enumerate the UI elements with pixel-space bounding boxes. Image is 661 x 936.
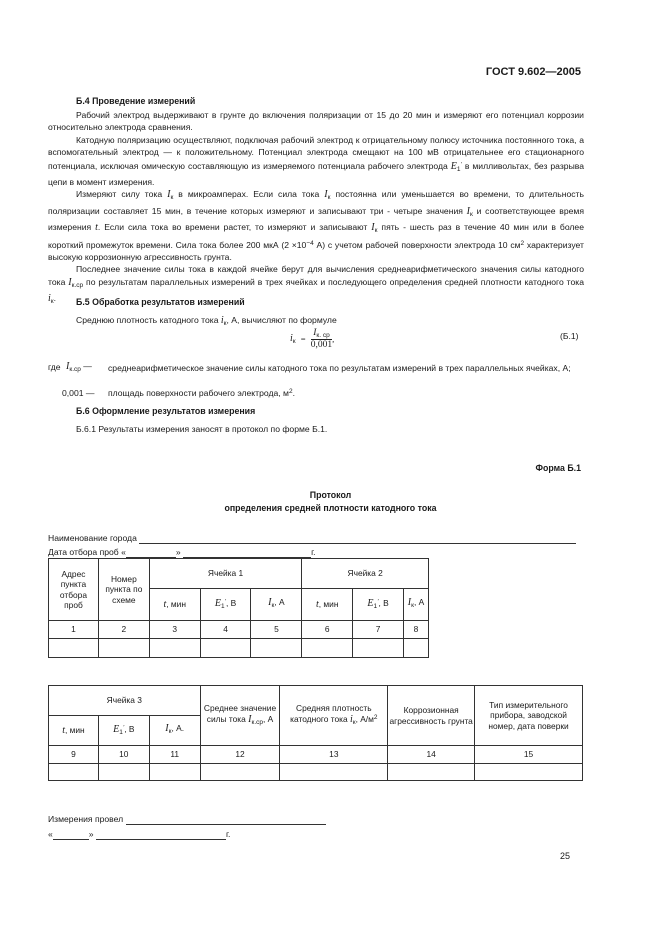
protocol-table-1 (48, 558, 429, 658)
col-cell-2: Ячейка 2 (302, 559, 429, 589)
table-cell[interactable] (98, 639, 149, 658)
table-cell[interactable] (353, 639, 404, 658)
col-e-1: $E_1'$, В (200, 589, 251, 621)
table-cell[interactable] (388, 764, 475, 781)
col-num: 15 (475, 746, 583, 764)
table-cell[interactable] (149, 639, 200, 658)
col-i-2: $I_к$, А (404, 589, 429, 621)
protocol-subtitle: определения средней плотности катодного тока (224, 503, 437, 513)
col-num: 13 (280, 746, 388, 764)
col-i-3: $I_к$, А. (149, 716, 200, 746)
col-cell-1: Ячейка 1 (149, 559, 302, 589)
table-cell[interactable] (404, 639, 429, 658)
col-num: 9 (49, 746, 99, 764)
col-num: 1 (49, 621, 99, 639)
date-day-line[interactable] (126, 547, 176, 558)
col-num: 10 (98, 746, 149, 764)
col-num: 14 (388, 746, 475, 764)
formula-number: (Б.1) (560, 331, 579, 341)
col-num: 5 (251, 621, 302, 639)
table-cell[interactable] (251, 639, 302, 658)
protocol-title: Протокол (309, 490, 352, 500)
formula-fraction: $\frac{I_{к. ср}}{0,001}$ (310, 328, 333, 350)
col-t-1: t, мин (149, 589, 200, 621)
b5-intro: Среднюю плотность катодного тока $i_к$, А, вычисляют по формуле (76, 315, 337, 327)
col-e-2: $E_1'$, В (353, 589, 404, 621)
col-i-1: $I_к$, А (251, 589, 302, 621)
col-num: 7 (353, 621, 404, 639)
measured-by-line[interactable] (126, 814, 326, 825)
footer-date-field: « » г. (48, 829, 231, 839)
section-b6-title: Б.6 Оформление результатов измерения (76, 406, 256, 416)
city-field: Наименование города (48, 533, 576, 544)
city-line[interactable] (139, 533, 576, 544)
date-month-line[interactable] (183, 547, 311, 558)
form-label: Форма Б.1 (535, 463, 581, 473)
section-b5-title: Б.5 Обработка результатов измерений (76, 297, 245, 307)
col-num: 2 (98, 621, 149, 639)
col-cell-3: Ячейка 3 (49, 686, 201, 716)
table-cell[interactable] (475, 764, 583, 781)
footer-date-day-line[interactable] (53, 829, 89, 840)
protocol-table-2 (48, 685, 583, 781)
table-cell[interactable] (302, 639, 353, 658)
document-header: ГОСТ 9.602—2005 (485, 66, 581, 78)
section-b4-body (48, 109, 584, 309)
def2-symbol: 0,001 — (62, 388, 95, 398)
col-num: 4 (200, 621, 251, 639)
col-num: 12 (200, 746, 280, 764)
col-num: 11 (149, 746, 200, 764)
col-average-current: Среднее значение силы тока $I_{к.ср}$, А (200, 686, 280, 746)
col-address: Адрес пункта отбора проб (49, 559, 99, 621)
formula-b1: $i_к$ = $\frac{I_{к. ср}}{0,001}$ , (290, 328, 335, 350)
table-cell[interactable] (200, 764, 280, 781)
def1-text: среднеарифметическое значение силы катодного тока по результатам измерений в трех параллельных ячейках, А; (108, 363, 571, 373)
col-num: 8 (404, 621, 429, 639)
table-cell[interactable] (98, 764, 149, 781)
b4-paragraph-1: Рабочий электрод выдерживают в грунте до включения поляризации от 15 до 20 мин и измеряют его потенциал коррозии относительно электрода сравнения. (48, 110, 584, 133)
col-current-density: Средняя плотность катодного тока $i_к$, $А/м^2$ (280, 686, 388, 746)
b4-paragraph-2: Катодную поляризацию осуществляют, подключая рабочий электрод к отрицательному полюсу источника постоянного тока, а вспомогательный электрод — к положительному. Потенциал электрода смещают на 100 мВ отрицательнее его стационарного потенциала, исключая омическую составляющую из измеряемого потенциала рабочего электрода $E_1'$ в милливольтах, без разрыва цепи в момент измерения. (48, 134, 584, 188)
footer-date-month-line[interactable] (96, 829, 226, 840)
col-num: 6 (302, 621, 353, 639)
page-number: 25 (560, 851, 571, 861)
col-e-3: $E_1'$, В (98, 716, 149, 746)
col-corrosion-aggressiveness: Коррозионная агрессивность грунта (388, 686, 475, 746)
table-cell[interactable] (149, 764, 200, 781)
measured-by-field: Измерения провел (48, 814, 326, 825)
def2-text: площадь поверхности рабочего электрода, $м^2$. (108, 388, 295, 398)
col-num: 3 (149, 621, 200, 639)
col-point-number: Номер пункта по схеме (98, 559, 149, 621)
section-b4-title: Б.4 Проведение измерений (76, 96, 196, 106)
col-t-3: t, мин (49, 716, 99, 746)
col-device-info: Тип измерительного прибора, заводской номер, дата поверки (475, 686, 583, 746)
b4-paragraph-3: Измеряют силу тока $I_к$ в микроамперах. Если сила тока $I_к$ постоянна или уменьшается во времени, то длительность поляризации составляет 15 мин, в течение которых измеряют и записывают три - четыре значения $I_к$ и соответствующее время измерения t. Если сила тока во времени растет, то измеряют и записывают $I_к$ пять - шесть раз в течение 40 мин или в более короткий промежуток времени. Сила тока более 200 мкА ($2 \times 10^{-4}$ А) с учетом рабочей поверхности электрода 10 $см^2$ характеризует высокую коррозионную агрессивность грунта. (48, 189, 584, 263)
table-cell[interactable] (49, 639, 99, 658)
col-t-2: t, мин (302, 589, 353, 621)
table-cell[interactable] (280, 764, 388, 781)
where-label: где (48, 362, 61, 372)
table-cell[interactable] (49, 764, 99, 781)
def1-symbol: $I_{к.ср}$ — (66, 361, 92, 373)
b4-paragraph-4: Последнее значение силы тока в каждой ячейке берут для вычисления среднеарифметического значения силы катодного тока $I_{к.ср}$ по результатам параллельных измерений в трех ячейках и последующего определения средней плотности катодного тока $i_к$. (48, 264, 584, 306)
b6-paragraph-1: Б.6.1 Результаты измерения заносят в протокол по форме Б.1. (76, 424, 328, 434)
table-cell[interactable] (200, 639, 251, 658)
sampling-date-field: Дата отбора проб « » г. (48, 547, 316, 557)
